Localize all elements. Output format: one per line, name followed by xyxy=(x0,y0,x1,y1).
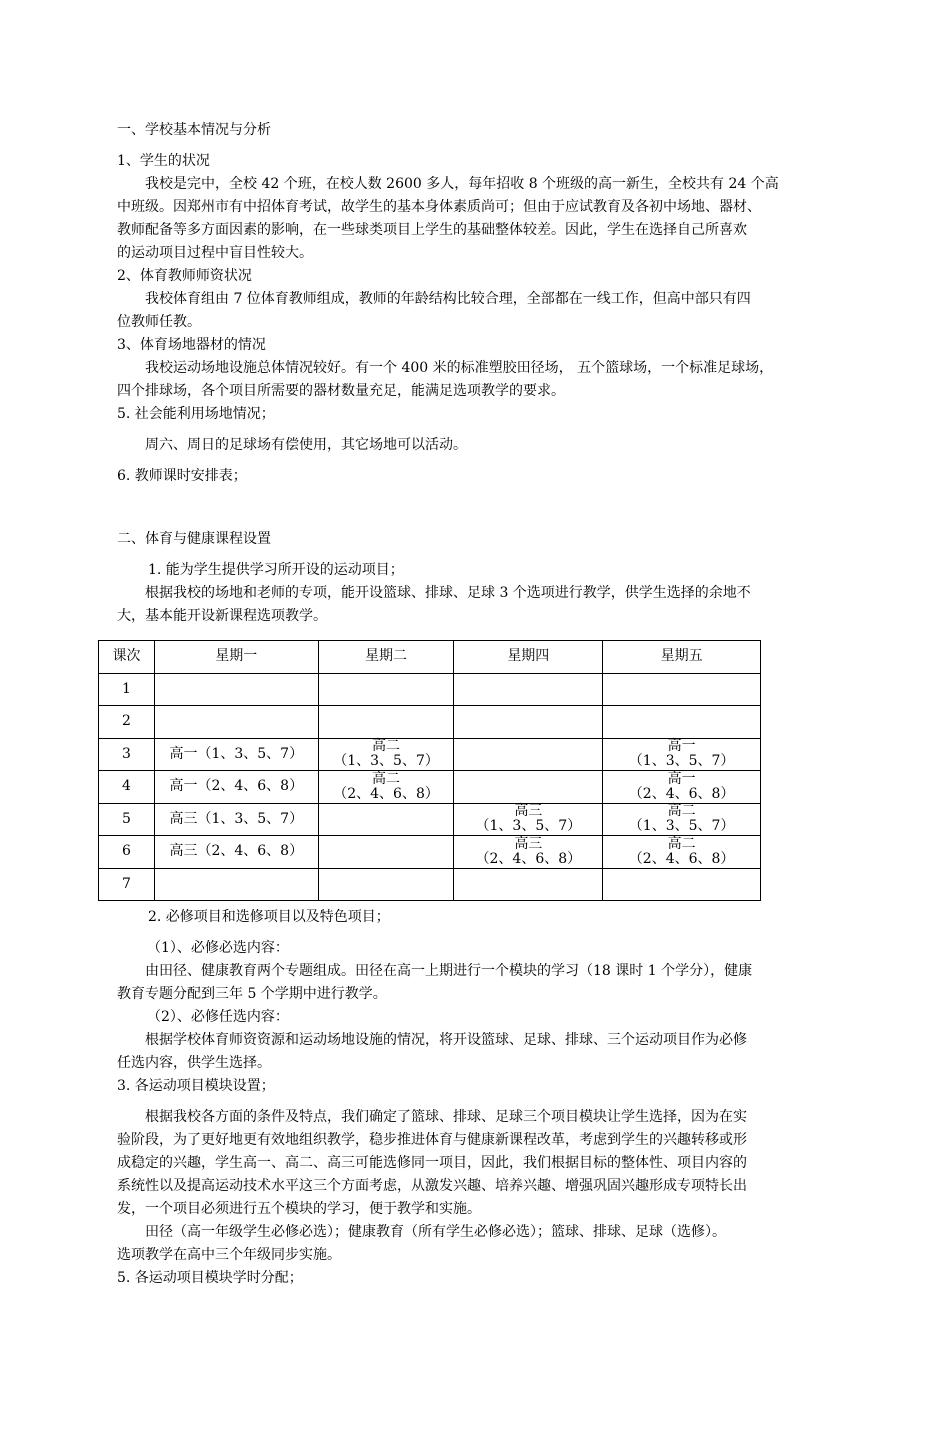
schedule-cell xyxy=(603,673,761,706)
s5-line1: 周六、周日的足球场有偿使用，其它场地可以活动。 xyxy=(145,437,467,453)
table-row xyxy=(99,673,761,706)
s5-title: 5. 社会能利用场地情况； xyxy=(117,406,275,422)
schedule-cell: 高三（1、3、5、7） xyxy=(154,803,318,836)
schedule-cell xyxy=(454,771,603,804)
schedule-cell xyxy=(318,706,454,739)
schedule-cell: 高一（2、4、6、8） xyxy=(154,771,318,804)
table-row xyxy=(99,738,761,771)
period-number-cell: 4 xyxy=(99,771,155,804)
s2-line2: 位教师任教。 xyxy=(117,314,201,330)
schedule-cell xyxy=(318,771,454,804)
schedule-cell-line: 高三 xyxy=(514,835,543,852)
teacher-schedule-table xyxy=(98,640,761,901)
i2a-title: （1）、必修必选内容： xyxy=(147,940,289,956)
schedule-cell xyxy=(603,803,761,836)
i1-line1: 根据我校的场地和老师的专项，能开设篮球、排球、足球 3 个选项进行教学，供学生选择的余地不 xyxy=(145,585,751,601)
i1-title: 1. 能为学生提供学习所开设的运动项目； xyxy=(148,562,404,578)
document-body-continued xyxy=(117,906,847,1290)
s1-line4: 的运动项目过程中盲目性较大。 xyxy=(117,245,313,261)
table-header-cell: 课次 xyxy=(99,641,155,674)
s3-line1: 我校运动场地设施总体情况较好。有一个 400 米的标准塑胶田径场， 五个篮球场，一个标准足球场， xyxy=(145,360,774,376)
s2-title: 2、体育教师师资状况 xyxy=(117,268,252,284)
schedule-cell xyxy=(154,868,318,901)
s1-line2: 中班级。因郑州市有中招体育考试，故学生的基本身体素质尚可；但由于应试教育及各初中场地、器材、 xyxy=(117,199,761,215)
i2b-title: （2）、必修任选内容： xyxy=(147,1009,289,1025)
schedule-cell-line: （1、3、5、7） xyxy=(628,753,735,770)
i1-line2: 大，基本能开设新课程选项教学。 xyxy=(117,608,327,624)
schedule-cell xyxy=(454,706,603,739)
schedule-cell xyxy=(603,738,761,771)
document-body xyxy=(117,119,847,628)
s3-title: 3、体育场地器材的情况 xyxy=(117,337,266,353)
schedule-cell xyxy=(603,868,761,901)
schedule-cell-line: 高二 xyxy=(667,835,696,852)
i3-title: 3. 各运动项目模块设置； xyxy=(117,1078,275,1094)
schedule-cell: 高一（1、3、5、7） xyxy=(154,738,318,771)
schedule-cell xyxy=(318,868,454,901)
table-header-cell: 星期四 xyxy=(454,641,603,674)
schedule-cell-line: （1、3、5、7） xyxy=(333,753,439,770)
schedule-cell xyxy=(318,803,454,836)
s6-title: 6. 教师课时安排表； xyxy=(117,468,247,484)
s1-title: 1、学生的状况 xyxy=(117,153,210,169)
section1-heading: 一、学校基本情况与分析 xyxy=(117,122,271,138)
schedule-cell-line: 高二 xyxy=(372,738,401,755)
schedule-cell xyxy=(454,836,603,869)
schedule-cell xyxy=(454,738,603,771)
i2a-line2: 教育专题分配到三年 5 个学期中进行教学。 xyxy=(117,986,387,1002)
section2-heading: 二、体育与健康课程设置 xyxy=(117,531,271,547)
table-row xyxy=(99,771,761,804)
period-number-cell: 6 xyxy=(99,836,155,869)
schedule-cell xyxy=(603,836,761,869)
table-row xyxy=(99,803,761,836)
schedule-cell xyxy=(603,706,761,739)
schedule-cell xyxy=(154,673,318,706)
period-number-cell: 2 xyxy=(99,706,155,739)
period-number-cell: 5 xyxy=(99,803,155,836)
schedule-cell-line: （2、4、6、8） xyxy=(628,850,735,867)
table-row xyxy=(99,706,761,739)
i3-line7: 选项教学在高中三个年级同步实施。 xyxy=(117,1247,341,1263)
table-header-cell: 星期五 xyxy=(603,641,761,674)
table-row xyxy=(99,836,761,869)
i3-line4: 系统性以及提高运动技术水平这三个方面考虑，从激发兴趣、培养兴趣、增强巩固兴趣形成专项特长出 xyxy=(117,1178,747,1194)
i3-line3: 成稳定的兴趣，学生高一、高二、高三可能选修同一项目，因此，我们根据目标的整体性、项目内容的 xyxy=(117,1155,747,1171)
schedule-cell xyxy=(318,836,454,869)
s1-line3: 教师配备等多方面因素的影响，在一些球类项目上学生的基础整体较差。因此，学生在选择自己所喜欢 xyxy=(117,222,747,238)
i2b-line1: 根据学校体育师资资源和运动场地设施的情况，将开设篮球、足球、排球、三个运动项目作为必修 xyxy=(145,1032,747,1048)
schedule-cell xyxy=(318,738,454,771)
table-row xyxy=(99,868,761,901)
schedule-cell-line: 高一 xyxy=(667,770,696,787)
period-number-cell: 1 xyxy=(99,673,155,706)
schedule-body xyxy=(99,641,761,901)
schedule-cell-line: 高一 xyxy=(667,738,696,755)
period-number-cell: 3 xyxy=(99,738,155,771)
i3-line6: 田径（高一年级学生必修必选）；健康教育（所有学生必修必选）；篮球、排球、足球（选修）。 xyxy=(145,1224,726,1240)
table-header-cell: 星期二 xyxy=(318,641,454,674)
table-header-row xyxy=(99,641,761,674)
schedule-cell-line: 高二 xyxy=(667,803,696,820)
period-number-cell: 7 xyxy=(99,868,155,901)
i2b-line2: 任选内容，供学生选择。 xyxy=(117,1055,271,1071)
schedule-cell xyxy=(454,803,603,836)
i2-title: 2. 必修项目和选修项目以及特色项目； xyxy=(148,909,390,925)
schedule-cell xyxy=(603,771,761,804)
i3-line5: 发，一个项目必须进行五个模块的学习，便于教学和实施。 xyxy=(117,1201,481,1217)
i2a-line1: 由田径、健康教育两个专题组成。田径在高一上期进行一个模块的学习（18 课时 1 个学分），健康 xyxy=(145,963,753,979)
schedule-cell xyxy=(454,673,603,706)
i3-line1: 根据我校各方面的条件及特点，我们确定了篮球、排球、足球三个项目模块让学生选择，因为在实 xyxy=(145,1109,747,1125)
table-header-cell: 星期一 xyxy=(154,641,318,674)
schedule-cell-line: 高二 xyxy=(372,770,401,787)
schedule-cell-line: （2、4、6、8） xyxy=(628,785,735,802)
schedule-cell xyxy=(154,706,318,739)
schedule-cell-line: （1、3、5、7） xyxy=(628,818,735,835)
schedule-cell-line: （2、4、6、8） xyxy=(333,785,439,802)
schedule-cell: 高三（2、4、6、8） xyxy=(154,836,318,869)
schedule-cell xyxy=(454,868,603,901)
s1-line1: 我校是完中，全校 42 个班，在校人数 2600 多人，每年招收 8 个班级的高一新生，全校共有 24 个高 xyxy=(145,176,779,192)
schedule-cell-line: 高三 xyxy=(514,803,543,820)
schedule-cell xyxy=(318,673,454,706)
s3-line2: 四个排球场，各个项目所需要的器材数量充足，能满足选项教学的要求。 xyxy=(117,383,565,399)
schedule-cell-line: （2、4、6、8） xyxy=(475,850,582,867)
i5-title: 5. 各运动项目模块学时分配； xyxy=(117,1270,303,1286)
schedule-cell-line: （1、3、5、7） xyxy=(475,818,582,835)
i3-line2: 验阶段，为了更好地更有效地组织教学，稳步推进体育与健康新课程改革，考虑到学生的兴趣转移或形 xyxy=(117,1132,747,1148)
s2-line1: 我校体育组由 7 位体育教师组成，教师的年龄结构比较合理，全部都在一线工作，但高中部只有四 xyxy=(145,291,751,307)
